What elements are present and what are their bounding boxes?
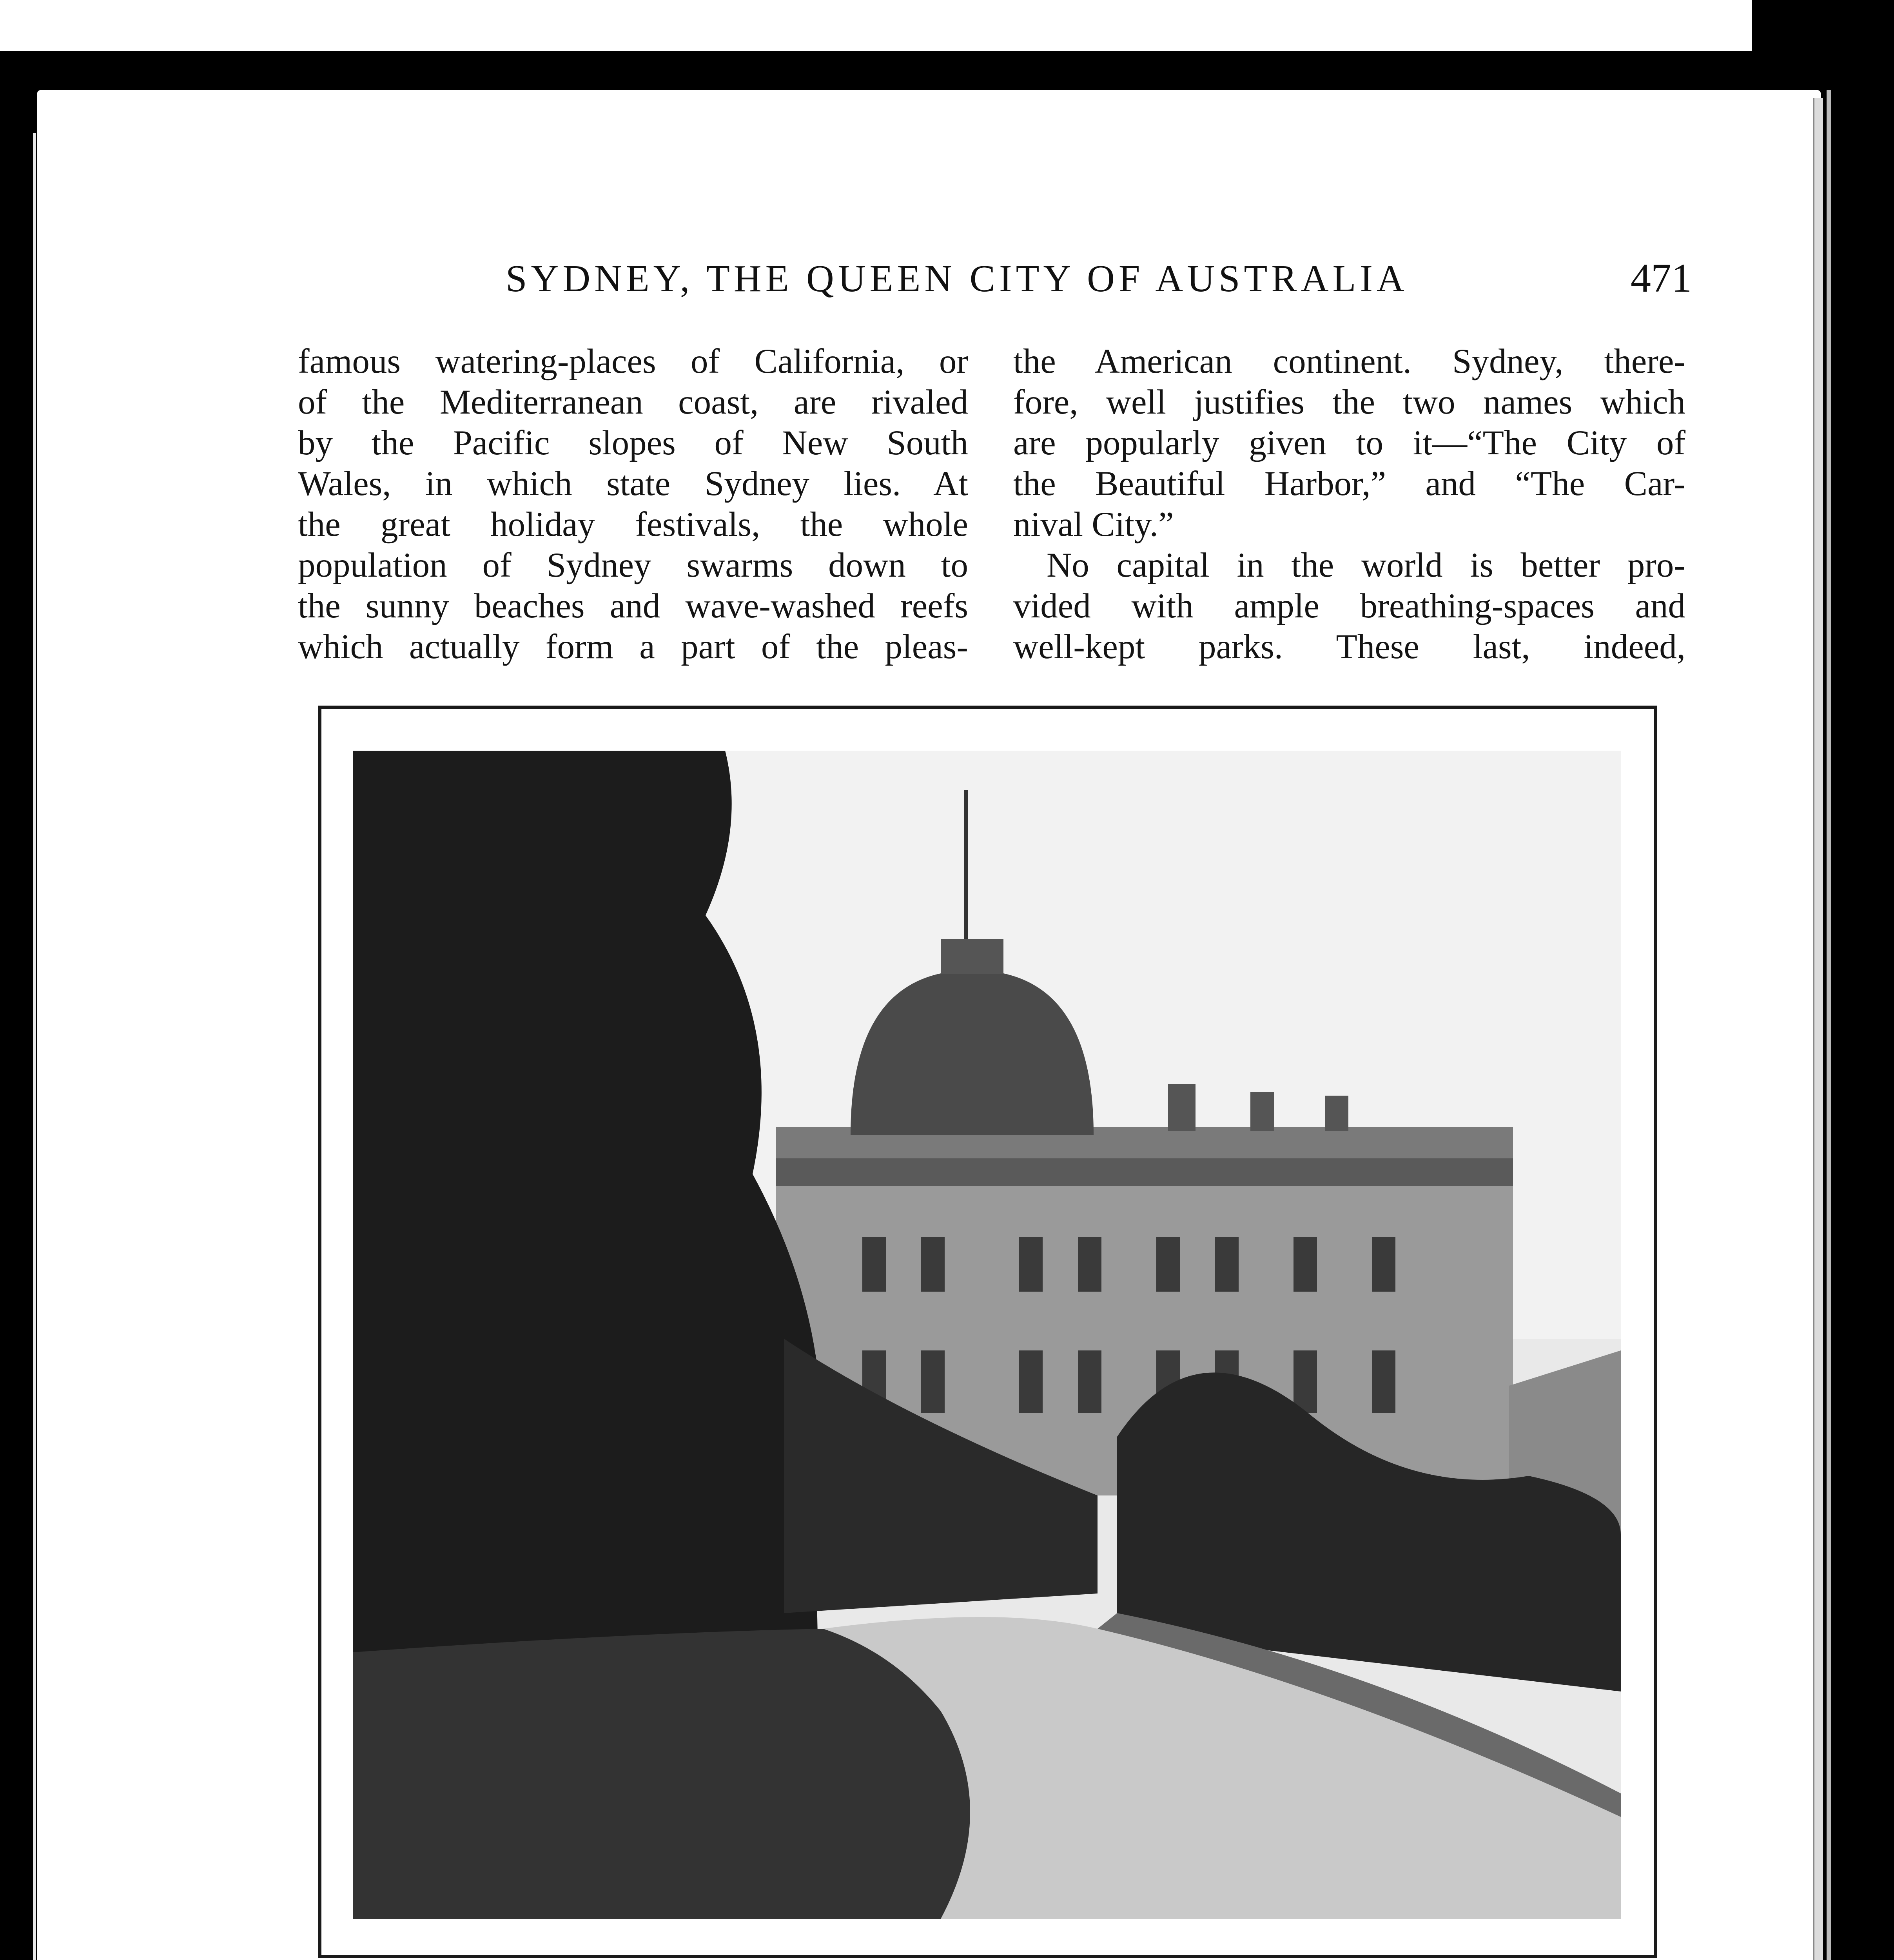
text-line: No capital in the world is better pro- — [1047, 546, 1685, 584]
page-edge-right-shadow — [1827, 90, 1831, 1960]
text-line: are popularly given to it—“The City of — [1013, 424, 1685, 462]
text-line: well-kept parks. These last, indeed, — [1013, 628, 1685, 666]
page-edge-left — [33, 133, 36, 1960]
text-line: nival City.” — [1013, 505, 1174, 544]
text-line: population of Sydney swarms down to — [298, 546, 968, 584]
text-line: which actually form a part of the pleas- — [298, 628, 968, 666]
text-line: by the Pacific slopes of New South — [298, 424, 968, 462]
text-line: the Beautiful Harbor,” and “The Car- — [1013, 465, 1685, 503]
text-line: the great holiday festivals, the whole — [298, 505, 968, 544]
text-line: the American continent. Sydney, there- — [1013, 342, 1685, 381]
text-line: Wales, in which state Sydney lies. At — [298, 465, 968, 503]
text-line: fore, well justifies the two names which — [1013, 383, 1685, 421]
text-line: the sunny beaches and wave-washed reefs — [298, 587, 968, 625]
photo-chief-secretarys-office — [353, 751, 1621, 1919]
scan-top-strip — [0, 0, 1752, 51]
text-line: famous watering-places of California, or — [298, 342, 968, 381]
page-edge-right — [1813, 98, 1823, 1960]
text-line: of the Mediterranean coast, are rivaled — [298, 383, 968, 421]
running-title: SYDNEY, THE QUEEN CITY OF AUSTRALIA — [506, 258, 1408, 300]
text-column-top-left — [298, 341, 968, 667]
page-number: 471 — [1631, 256, 1692, 301]
text-column-top-right — [1013, 341, 1685, 667]
text-line: vided with ample breathing-spaces and — [1013, 587, 1685, 625]
